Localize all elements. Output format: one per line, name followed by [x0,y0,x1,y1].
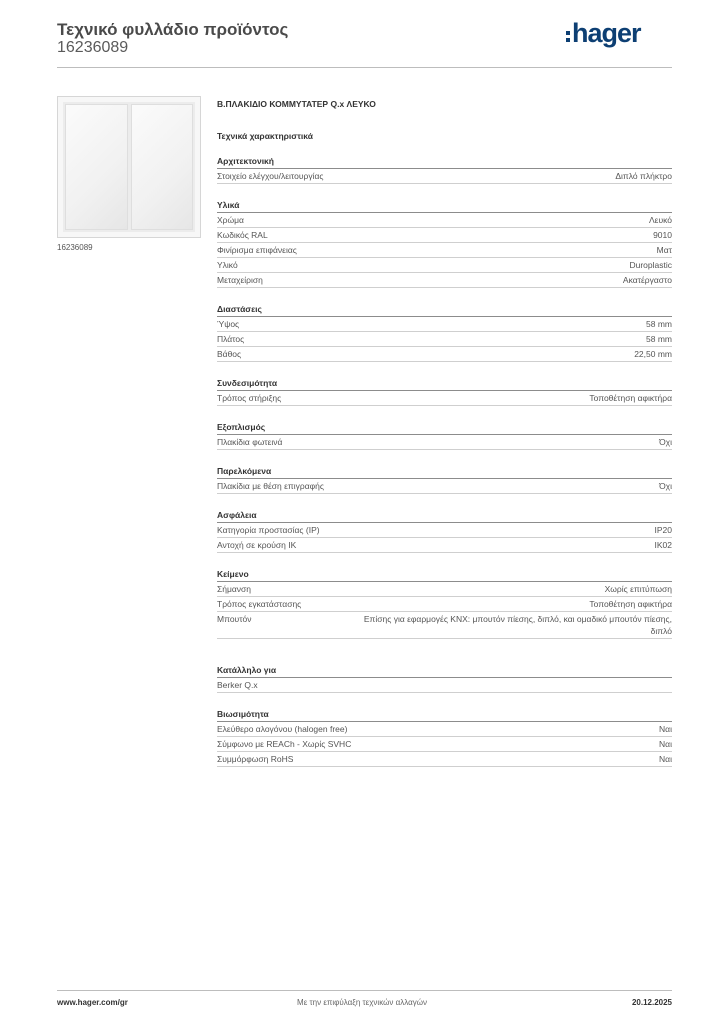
spec-sections [217,154,672,767]
spec-value: IK02 [654,540,672,550]
section-title: Συνδεσιμότητα [217,376,672,391]
section-title: Ασφάλεια [217,508,672,523]
spec-row [217,258,672,273]
section-title: Βιωσιμότητα [217,707,672,722]
spec-label: Συμμόρφωση RoHS [217,754,294,764]
spec-label: Κατηγορία προστασίας (IP) [217,525,320,535]
section-title: Κείμενο [217,567,672,582]
spec-row [217,332,672,347]
spec-row [217,479,672,494]
spec-label: Ελεύθερο αλογόνου (halogen free) [217,724,348,734]
spec-label: Σήμανση [217,584,252,594]
spec-section [217,376,672,406]
spec-row [217,678,672,693]
spec-section [217,663,672,693]
spec-row [217,582,672,597]
spec-label: Πλακίδια με θέση επιγραφής [217,481,324,491]
spec-label: Πλάτος [217,334,245,344]
section-title: Εξοπλισμός [217,420,672,435]
section-title: Διαστάσεις [217,302,672,317]
spec-value: Διπλό πλήκτρο [615,171,672,181]
spec-section [217,198,672,288]
logo-dots-icon [566,31,570,42]
spec-value: Ματ [656,245,672,255]
tech-characteristics-title: Τεχνικά χαρακτηριστικά [217,131,313,141]
section-title: Κατάλληλο για [217,663,672,678]
spec-value: Λευκό [649,215,672,225]
spec-row [217,213,672,228]
spec-value: 22,50 mm [634,349,672,359]
header-title: Τεχνικό φυλλάδιο προϊόντος [57,20,289,39]
left-rocker [65,104,128,230]
footer-website[interactable]: www.hager.com/gr [57,998,128,1007]
footer-divider [57,990,672,991]
header-divider [57,67,672,68]
spec-section [217,567,672,639]
spec-value: Ναι [659,754,672,764]
spec-label: Αντοχή σε κρούση IK [217,540,297,550]
spec-row [217,722,672,737]
spec-label: Μεταχείριση [217,275,263,285]
spec-label: Μπουτόν [217,614,252,624]
section-title: Υλικά [217,198,672,213]
product-image [57,96,201,238]
spec-label: Κωδικός RAL [217,230,268,240]
spec-row [217,737,672,752]
spec-row [217,243,672,258]
footer-notice: Με την επιφύλαξη τεχνικών αλλαγών [297,998,427,1007]
spec-row [217,273,672,288]
spec-row [217,228,672,243]
spec-value: Χωρίς επιτύπωση [604,584,672,594]
spec-row [217,538,672,553]
spec-section [217,420,672,450]
footer-date: 20.12.2025 [631,998,672,1007]
spec-value: 58 mm [646,319,672,329]
header-product-code: 16236089 [57,39,129,56]
spec-label: Πλακίδια φωτεινά [217,437,283,447]
spec-row [217,435,672,450]
spec-section [217,508,672,553]
section-title: Παρελκόμενα [217,464,672,479]
spec-value: IP20 [654,525,672,535]
spec-row [217,523,672,538]
spec-value: Ναι [659,724,672,734]
switch-plate-picture [63,102,195,232]
spec-label: Στοιχείο ελέγχου/λειτουργίας [217,171,324,181]
spec-section [217,464,672,494]
spec-row [217,752,672,767]
spec-label: Τρόπος εγκατάστασης [217,599,302,609]
logo-text: hager [572,18,641,48]
spec-label: Φινίρισμα επιφάνειας [217,245,297,255]
spec-label: Τρόπος στήριξης [217,393,282,403]
spec-value: Όχι [659,481,672,491]
image-caption: 16236089 [57,243,93,252]
spec-value: 58 mm [646,334,672,344]
spec-label: Χρώμα [217,215,244,225]
spec-value: Duroplastic [629,260,672,270]
spec-row [217,317,672,332]
spec-row [217,347,672,362]
spec-label: Ύψος [217,319,240,329]
spec-section [217,302,672,362]
spec-value: 9010 [653,230,672,240]
section-title: Αρχιτεκτονική [217,154,672,169]
hager-logo [566,14,666,48]
spec-value: Επίσης για εφαρμογές KNX: μπουτόν πίεσης, διπλό, και ομαδικό μπουτόν πίεσης, διπλό [363,614,672,636]
spec-label: Υλικό [217,260,238,270]
spec-label: Berker Q.x [217,680,258,690]
spec-row [217,612,672,639]
spec-value: Τοποθέτηση αφικτήρα [589,393,672,403]
spec-row [217,597,672,612]
spec-value: Τοποθέτηση αφικτήρα [589,599,672,609]
spec-label: Βάθος [217,349,242,359]
product-name: Β.ΠΛΑΚΙΔΙΟ ΚΟΜΜΥΤΑΤΕΡ Q.x ΛΕΥΚΟ [217,99,376,109]
spec-content [217,98,672,781]
spec-row [217,169,672,184]
spec-value: Όχι [659,437,672,447]
right-rocker [131,104,194,230]
spec-row [217,391,672,406]
spec-section [217,154,672,184]
spec-value: Ναι [659,739,672,749]
spec-section [217,707,672,767]
spec-value: Ακατέργαστο [622,275,672,285]
spec-label: Σύμφωνο με REACh - Χωρίς SVHC [217,739,352,749]
